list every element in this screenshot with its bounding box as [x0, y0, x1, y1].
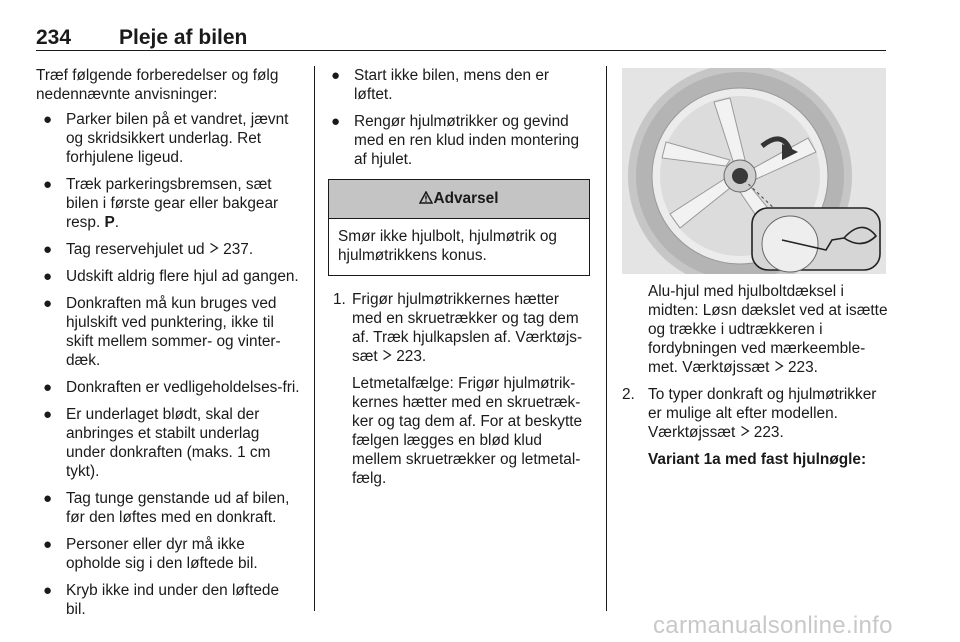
list-item-text: Træk parkeringsbremsen, sæt bilen i første gear eller bakgear resp.: [66, 176, 279, 231]
bullet-icon: ●: [43, 406, 53, 423]
step-text: [648, 385, 888, 442]
list-item-text-end: .: [114, 214, 120, 231]
list-item-text: Tag reservehjulet ud: [66, 241, 209, 258]
header-divider: [36, 50, 886, 51]
list-item: [36, 378, 302, 397]
list-item: [36, 405, 302, 481]
bullet-icon: ●: [43, 536, 53, 553]
bullet-icon: ●: [331, 67, 341, 84]
bullet-icon: ●: [43, 582, 53, 599]
page-title: Pleje af bilen: [119, 26, 248, 49]
list-item-text: Udskift aldrig flere hjul ad gangen.: [66, 268, 299, 285]
list-item-text: Parker bilen på et vandret, jævnt og skridsikkert underlag. Ret forhjulene ligeud.: [66, 111, 289, 166]
precaution-list: [328, 66, 590, 169]
bullet-icon: ●: [43, 379, 53, 396]
warning-title: Advarsel: [433, 190, 499, 207]
bullet-icon: ●: [331, 113, 341, 130]
caption-text: Alu-hjul med hjulboltdæksel i midten: Løsn dækslet ved at isætte og trække i udtrækkeren i fordybningen ved mærkeemble-met. Værktøjssæt: [648, 283, 888, 376]
list-item-text: Personer eller dyr må ikke opholde sig i den løftede bil.: [66, 536, 258, 572]
warning-body: Smør ikke hjulbolt, hjulmøtrik og hjulmøtrikkens konus.: [338, 228, 557, 264]
list-item-text: Donkraften må kun bruges ved hjulskift ved punktering, ikke til skift mellem sommer- og vinter-dæk.: [66, 295, 281, 369]
page-number: 234: [36, 26, 72, 49]
warning-triangle-icon: [419, 190, 433, 207]
column-right: [622, 282, 888, 479]
bullet-icon: ●: [43, 295, 53, 312]
list-item: [36, 294, 302, 370]
column-middle: [328, 66, 590, 498]
step-text: [352, 290, 590, 366]
page-reference-icon: [209, 240, 219, 259]
page-reference-icon: [382, 347, 392, 366]
warning-header: [329, 180, 589, 219]
step-number: 2.: [622, 386, 635, 403]
step-item: [622, 385, 888, 469]
step-note: Letmetalfælge: Frigør hjulmøtrik-kernes hætter med en skruetræk-ker og tag dem af. For at beskytte fælgen lægges en blød klud mellem skruetrækker og letmetal-fælg.: [352, 375, 583, 487]
watermark: carmanualsonline.info: [653, 612, 893, 639]
bullet-icon: ●: [43, 176, 53, 193]
step-number: 1.: [333, 291, 346, 308]
step-list: [328, 290, 590, 488]
list-item: [36, 240, 302, 259]
bullet-icon: ●: [43, 111, 53, 128]
list-item-text: Er underlaget blødt, skal der anbringes et stabilt underlag under donkraften (maks. 1 cm tykt).: [66, 406, 271, 480]
list-item: [36, 535, 302, 573]
step-item: [328, 290, 590, 488]
list-item: [36, 175, 302, 232]
variant-subheading: Variant 1a med fast hjulnøgle:: [648, 451, 867, 468]
figure-caption: [622, 282, 888, 377]
step-text-main: To typer donkraft og hjulmøtrikker er mulige alt efter modellen. Værktøjssæt: [648, 386, 877, 441]
page-reference: 223.: [396, 348, 427, 365]
bullet-icon: ●: [43, 268, 53, 285]
page-reference: 223.: [753, 424, 784, 441]
step-text-main: Frigør hjulmøtrikkernes hætter med en skruetrækker og tag dem af. Træk hjulkapslen af. Værktøjs-sæt: [352, 291, 583, 365]
list-item: [36, 581, 302, 619]
wheel-illustration: [622, 68, 886, 274]
list-item-text: Tag tunge genstande ud af bilen, før den løftes med en donkraft.: [66, 490, 290, 526]
column-divider: [606, 66, 607, 611]
list-item-text: Rengør hjulmøtrikker og gevind med en ren klud inden montering af hjulet.: [354, 113, 580, 168]
intro-text: Træf følgende forberedelser og følg nedennævnte anvisninger:: [36, 67, 279, 103]
list-item-text: Donkraften er vedligeholdelses-fri.: [66, 379, 300, 396]
page-reference-icon: [740, 423, 750, 442]
list-item: [36, 110, 302, 167]
list-item: [328, 66, 590, 104]
page-reference-icon: [774, 358, 784, 377]
list-item: [328, 112, 590, 169]
page-reference: 223.: [787, 359, 818, 376]
column-left: [36, 66, 302, 627]
bullet-icon: ●: [43, 490, 53, 507]
warning-box: [328, 179, 590, 276]
bullet-icon: ●: [43, 241, 53, 258]
list-item: [36, 267, 302, 286]
step-list: [622, 385, 888, 469]
gear-label: P: [104, 214, 115, 231]
list-item-text: Kryb ikke ind under den løftede bil.: [66, 582, 280, 618]
list-item-text: Start ikke bilen, mens den er løftet.: [354, 67, 550, 103]
list-item: [36, 489, 302, 527]
page-header: [36, 26, 886, 52]
page-reference: 237.: [223, 241, 254, 258]
column-divider: [314, 66, 315, 611]
preparation-list: [36, 110, 302, 619]
